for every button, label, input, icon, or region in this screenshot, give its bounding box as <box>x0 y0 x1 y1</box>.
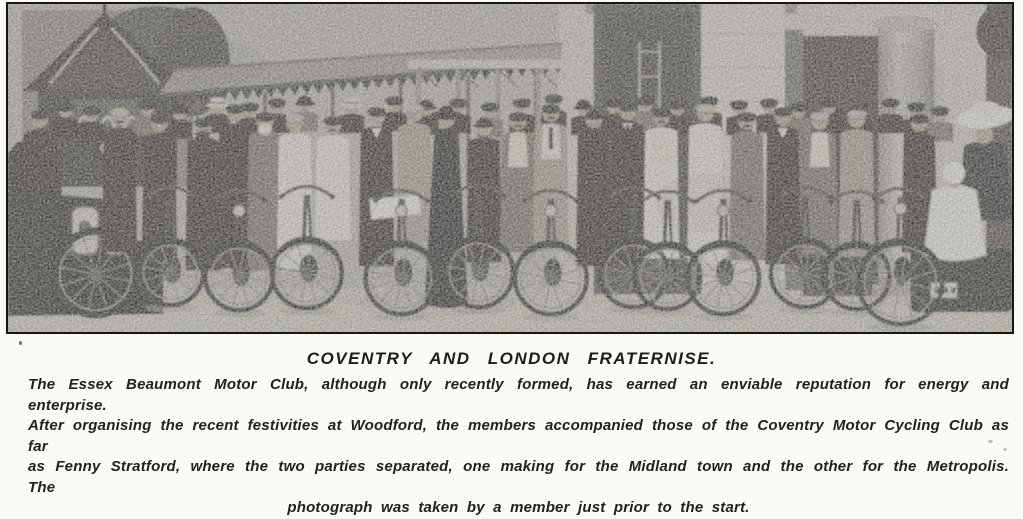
print-speck <box>988 440 993 443</box>
print-speck <box>1003 448 1007 451</box>
headline: COVENTRY AND LONDON FRATERNISE. <box>306 349 717 368</box>
print-speck <box>19 341 22 345</box>
caption-line-3: as Fenny Stratford, where the two parties separated, one making for the Midland town and the other for the Metropolis. The <box>28 458 1009 496</box>
halftone-photograph <box>6 2 1014 334</box>
halftone-grain-light <box>8 4 1012 332</box>
caption-line-2: After organising the recent festivities at Woodford, the members accompanied those of the Coventry Motor Cycling Club as far <box>28 417 1009 455</box>
caption-block <box>0 340 1023 519</box>
caption-line-4: photograph was taken by a member just prior to the start. <box>287 499 750 516</box>
photo-art <box>8 4 1012 332</box>
caption-line-1: The Essex Beaumont Motor Club, although only recently formed, has earned an enviable reputation for energy and enterprise. <box>28 376 1009 414</box>
